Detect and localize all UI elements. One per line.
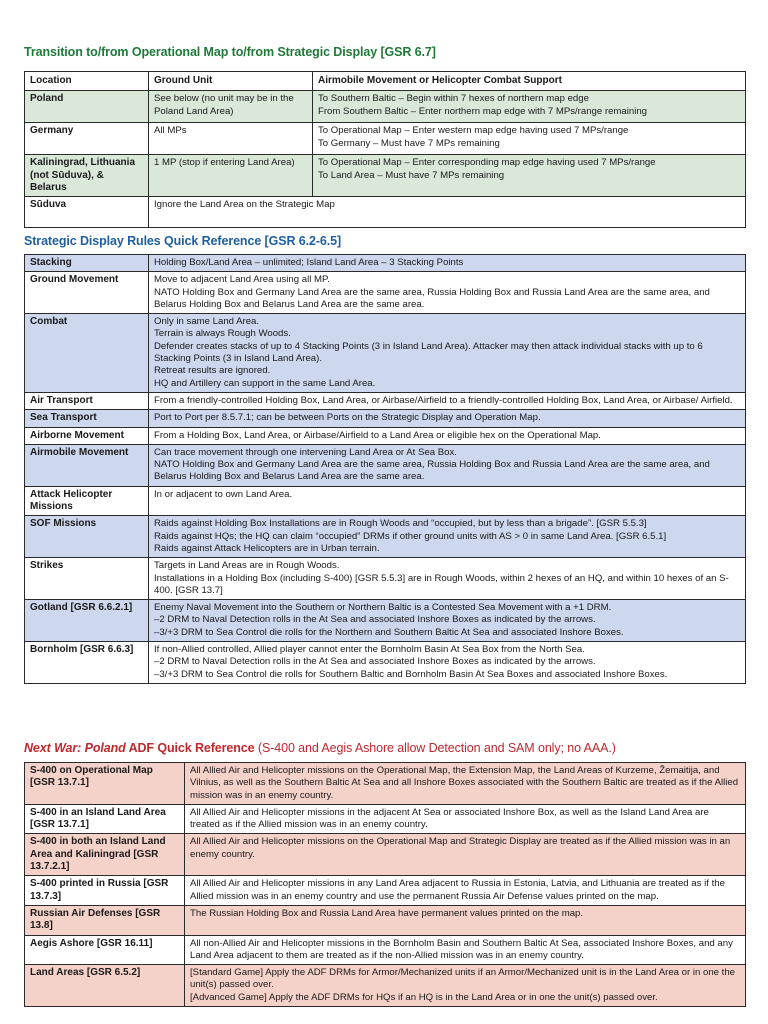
- rule-text: [149, 486, 746, 516]
- table-row: [25, 486, 746, 516]
- cell-line: Retreat results are ignored.: [154, 365, 271, 377]
- cell-line: Targets in Land Areas are in Rough Woods.: [154, 560, 340, 572]
- table-row: [25, 255, 746, 272]
- ground-unit-cell: See below (no unit may be in the Poland Land Area): [149, 91, 313, 123]
- cell-line: –3/+3 DRM to Sea Control die rolls for Southern Baltic and Bornholm Basin At Sea Boxes and associated Inshore Boxes.: [154, 668, 668, 680]
- adf-label: Land Areas [GSR 6.5.2]: [25, 965, 185, 1007]
- cell-line: Can trace movement through one intervening Land Area or At Sea Box.: [154, 446, 457, 458]
- adf-text: [185, 876, 746, 906]
- transition-title: Transition to/from Operational Map to/from Strategic Display [GSR 6.7]: [24, 45, 436, 59]
- cell-line: [Advanced Game] Apply the ADF DRMs for HQs if an HQ is in the Land Area or in one the unit(s) passed over.: [190, 991, 658, 1003]
- rule-text: [149, 255, 746, 272]
- cell-line: NATO Holding Box and Germany Land Area are the same area, Russia Holding Box and Russia Land Area are the same area, and Belarus Holding Box and Belarus Land Area are the same area.: [154, 459, 710, 483]
- cell-line: Only in same Land Area.: [154, 316, 260, 328]
- rule-label: Gotland [GSR 6.6.2.1]: [25, 600, 149, 642]
- table-header-row: [25, 72, 746, 91]
- adf-label: S-400 printed in Russia [GSR 13.7.3]: [25, 876, 185, 906]
- rule-text: [149, 392, 746, 409]
- table-row: [25, 410, 746, 427]
- cell-line: To Operational Map – Enter western map edge having used 7 MPs/range: [318, 125, 629, 137]
- rule-label: SOF Missions: [25, 516, 149, 558]
- location-cell: Germany: [25, 123, 149, 155]
- rule-label: Combat: [25, 314, 149, 393]
- cell-line: Raids against Holding Box Installations are in Rough Woods and “occupied, but by less than a brigade”. [GSR 5.5.3]: [154, 518, 647, 530]
- cell-line: Enemy Naval Movement into the Southern or Northern Baltic is a Contested Sea Movement with a +1 DRM.: [154, 602, 612, 614]
- column-header-location: Location: [25, 72, 149, 91]
- cell-line: Defender creates stacks of up to 4 Stacking Points (3 in Island Land Area). Attacker may then attack individual stacks with up to 6 Stacking Points (3 in Island Land Area).: [154, 340, 703, 365]
- adf-text: [185, 965, 746, 1007]
- cell-line: All non-Allied Air and Helicopter missions in the Bornholm Basin and Southern Baltic At Sea, associated Inshore Boxes, and any Land Area adjacent to them are treated as if the non-Allied mission was in an enemy country.: [190, 937, 733, 961]
- adf-title-main: ADF Quick Reference: [125, 741, 255, 755]
- adf-label: Russian Air Defenses [GSR 13.8]: [25, 905, 185, 935]
- cell-line: Port to Port per 8.5.7.1; can be between Ports on the Strategic Display and Operation Map.: [154, 412, 541, 424]
- cell-line: From a Holding Box, Land Area, or Airbase/Airfield to a Land Area or eligible hex on the Operational Map.: [154, 429, 601, 441]
- table-row: [25, 804, 746, 834]
- cell-line: Raids against Attack Helicopters are in Urban terrain.: [154, 542, 380, 554]
- column-header-airmobile: Airmobile Movement or Helicopter Combat Support: [313, 72, 746, 91]
- rule-label: Airborne Movement: [25, 427, 149, 444]
- cell-line: To Operational Map – Enter corresponding map edge having used 7 MPs/range: [318, 157, 656, 169]
- rule-label: Airmobile Movement: [25, 444, 149, 486]
- rule-text: [149, 410, 746, 427]
- cell-line: Holding Box/Land Area – unlimited; Island Land Area – 3 Stacking Points: [154, 257, 464, 268]
- table-row: [25, 834, 746, 876]
- cell-line: –2 DRM to Naval Detection rolls in the At Sea and associated Inshore Boxes as indicated by the arrows.: [154, 656, 596, 668]
- rule-text: [149, 272, 746, 314]
- table-row: [25, 763, 746, 805]
- table-row: [25, 123, 746, 155]
- cell-line: Installations in a Holding Box (including S-400) [GSR 5.5.3] are in Rough Woods, within 2 hexes of an HQ, and within 10 hexes of an S-400. [GSR 13.7]: [154, 572, 729, 596]
- strategic-title: Strategic Display Rules Quick Reference [GSR 6.2-6.5]: [24, 234, 342, 248]
- cell-line: Move to adjacent Land Area using all MP.: [154, 274, 330, 286]
- ground-unit-cell: Ignore the Land Area on the Strategic Map: [149, 197, 746, 228]
- cell-line: From a friendly-controlled Holding Box, Land Area, or Airbase/Airfield to a friendly-controlled Holding Box, Land Area, or Airbase/ Airfield.: [154, 394, 733, 406]
- table-row: [25, 155, 746, 197]
- rule-text: [149, 600, 746, 642]
- cell-line: All Allied Air and Helicopter missions on the Operational Map, the Extension Map, the Land Areas of Kurzeme, Žemaitija, and Vilnius, as well as the Southern Baltic At Sea and all Inshore Boxes associated with the Southern Baltic are treated as if the Allied mission was in an enemy country.: [190, 765, 739, 801]
- table-row: [25, 905, 746, 935]
- location-cell: Poland: [25, 91, 149, 123]
- table-row: [25, 642, 746, 684]
- rule-label: Air Transport: [25, 392, 149, 409]
- rule-label: Ground Movement: [25, 272, 149, 314]
- rule-text: [149, 516, 746, 558]
- table-row: [25, 392, 746, 409]
- adf-title: [24, 741, 616, 755]
- airmobile-cell: [313, 91, 746, 123]
- cell-line: NATO Holding Box and Germany Land Area are the same area, Russia Holding Box and Russia Land Area are the same area, and Belarus Holding Box and Belarus Land Area are the same area.: [154, 286, 710, 310]
- table-row: [25, 935, 746, 965]
- adf-text: [185, 834, 746, 876]
- table-row: [25, 516, 746, 558]
- cell-line: To Germany – Must have 7 MPs remaining: [318, 137, 500, 149]
- transition-table: [24, 71, 746, 228]
- location-cell: Sūduva: [25, 197, 149, 228]
- cell-line: In or adjacent to own Land Area.: [154, 488, 293, 500]
- rule-text: [149, 427, 746, 444]
- adf-label: S-400 on Operational Map [GSR 13.7.1]: [25, 763, 185, 805]
- adf-label: Aegis Ashore [GSR 16.11]: [25, 935, 185, 965]
- rule-text: [149, 444, 746, 486]
- table-row: [25, 272, 746, 314]
- rule-label: Attack Helicopter Missions: [25, 486, 149, 516]
- game-title: Next War: Poland: [24, 741, 126, 755]
- rule-text: [149, 558, 746, 600]
- cell-line: –3/+3 DRM to Sea Control die rolls for the Northern and Southern Baltic At Sea and associated Inshore Boxes.: [154, 626, 624, 638]
- table-row: [25, 600, 746, 642]
- cell-line: All Allied Air and Helicopter missions in any Land Area adjacent to Russia in Estonia, Latvia, and Lithuania are treated as if the Allied mission was in an enemy country and use the permanent Russia Air Defense values printed on the map.: [190, 878, 725, 902]
- table-row: [25, 965, 746, 1007]
- table-row: [25, 876, 746, 906]
- cell-line: Raids against HQs; the HQ can claim “occupied” DRMs if other ground units with AS > 0 in same Land Area. [GSR 6.5.1]: [154, 530, 667, 542]
- table-row: [25, 444, 746, 486]
- rule-text: [149, 642, 746, 684]
- cell-line: –2 DRM to Naval Detection rolls in the At Sea and associated Inshore Boxes as indicated by the arrows.: [154, 614, 596, 626]
- adf-text: [185, 905, 746, 935]
- cell-line: All Allied Air and Helicopter missions on the Operational Map and Strategic Display are treated as if the Allied mission was in an enemy country.: [190, 836, 731, 860]
- rule-label: Bornholm [GSR 6.6.3]: [25, 642, 149, 684]
- rule-label: Stacking: [25, 255, 149, 272]
- cell-line: From Southern Baltic – Enter northern map edge with 7 MPs/range remaining: [318, 105, 648, 117]
- cell-line: All Allied Air and Helicopter missions in the adjacent At Sea or associated Inshore Box, as well as the Island Land Area are treated as if the Allied mission was in an enemy country.: [190, 806, 709, 831]
- cell-line: To Southern Baltic – Begin within 7 hexes of northern map edge: [318, 93, 589, 105]
- ground-unit-cell: All MPs: [149, 123, 313, 155]
- table-row: [25, 314, 746, 393]
- rule-text: [149, 314, 746, 393]
- adf-text: [185, 763, 746, 805]
- column-header-ground-unit: Ground Unit: [149, 72, 313, 91]
- ground-unit-cell: 1 MP (stop if entering Land Area): [149, 155, 313, 197]
- adf-label: S-400 in both an Island Land Area and Kaliningrad [GSR 13.7.2.1]: [25, 834, 185, 876]
- cell-line: If non-Allied controlled, Allied player cannot enter the Bornholm Basin At Sea Box from the North Sea.: [154, 644, 585, 656]
- airmobile-cell: [313, 155, 746, 197]
- table-row: [25, 427, 746, 444]
- adf-title-note: (S-400 and Aegis Ashore allow Detection and SAM only; no AAA.): [254, 741, 616, 755]
- cell-line: To Land Area – Must have 7 MPs remaining: [318, 169, 505, 181]
- cell-line: The Russian Holding Box and Russia Land Area have permanent values printed on the map.: [190, 907, 584, 919]
- adf-label: S-400 in an Island Land Area [GSR 13.7.1]: [25, 804, 185, 834]
- rule-label: Sea Transport: [25, 410, 149, 427]
- adf-text: [185, 935, 746, 965]
- table-row: [25, 91, 746, 123]
- table-row: [25, 558, 746, 600]
- location-cell: Kaliningrad, Lithuania (not Sūduva), & Belarus: [25, 155, 149, 197]
- airmobile-cell: [313, 123, 746, 155]
- table-row: [25, 197, 746, 228]
- strategic-table: [24, 254, 746, 684]
- cell-line: Terrain is always Rough Woods.: [154, 328, 291, 340]
- adf-table: [24, 762, 746, 1007]
- cell-line: HQ and Artillery can support in the same Land Area.: [154, 377, 376, 389]
- rule-label: Strikes: [25, 558, 149, 600]
- adf-text: [185, 804, 746, 834]
- cell-line: [Standard Game] Apply the ADF DRMs for Armor/Mechanized units if an Armor/Mechanized unit is in the Land Area or in one the unit(s) passed over.: [190, 967, 735, 991]
